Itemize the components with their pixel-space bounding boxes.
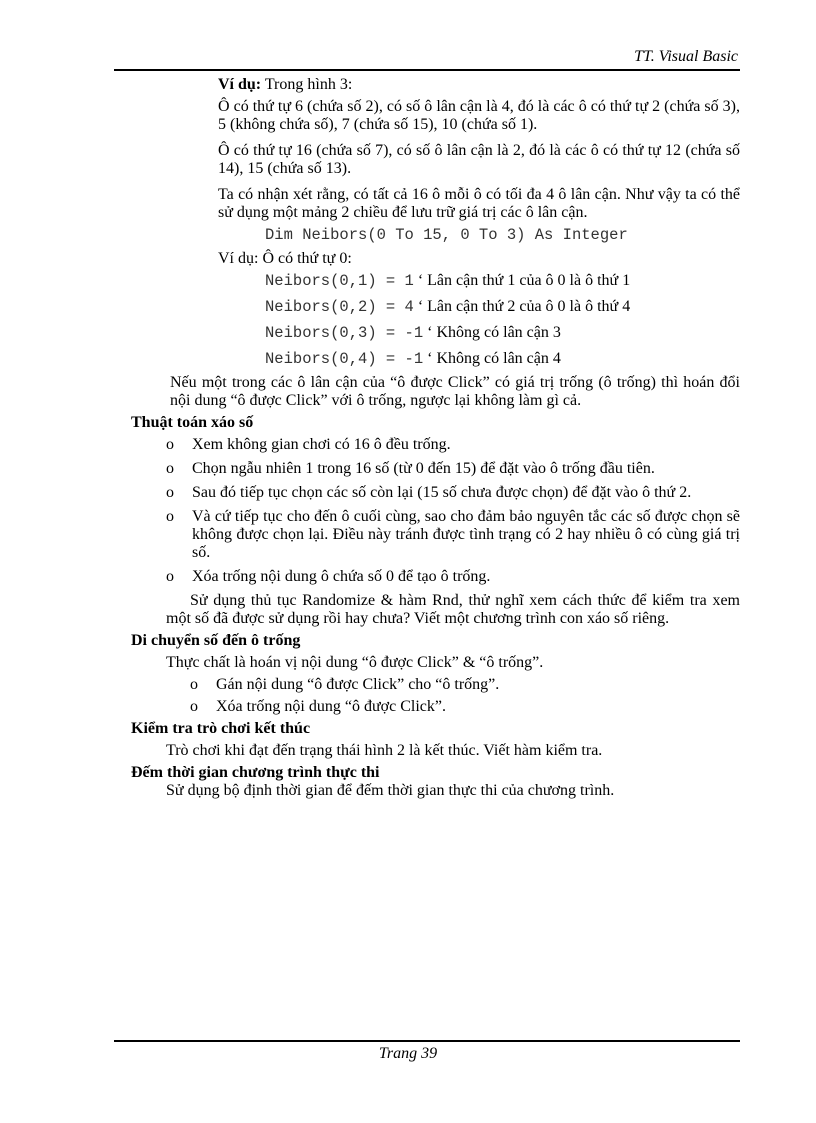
list-item [166,484,740,502]
example-label: Ví dụ: [218,76,262,93]
list-item [166,568,740,586]
example2-label: Ví dụ: Ô có thứ tự 0: [218,250,352,267]
footer-divider [114,1040,740,1042]
code-comment: ‘ Lân cận thứ 1 của ô 0 là ô thứ 1 [413,272,631,289]
example-paragraph-2: Ô có thứ tự 16 (chứa số 7), có số ô lân cận là 2, đó là các ô có thứ tự 12 (chứa số 14), 15 (chứa số 13). [218,142,740,177]
check-text: Trò chơi khi đạt đến trạng thái hình 2 là kết thúc. Viết hàm kiểm tra. [166,742,603,759]
move-heading: Di chuyển số đến ô trống [131,632,301,649]
bullet-icon: o [166,484,174,501]
list-item [166,508,740,562]
code-comment: ‘ Lân cận thứ 2 của ô 0 là ô thứ 4 [413,298,631,315]
code-line [265,268,745,294]
shuffle-note: Sử dụng thủ tục Randomize & hàm Rnd, thử nghĩ xem cách thức để kiểm tra xem một số đã được sử dụng rồi hay chưa? Viết một chương trình con xáo số riêng. [166,592,740,627]
move-text: Thực chất là hoán vị nội dung “ô được Click” & “ô trống”. [166,654,544,671]
example-paragraph-1: Ô có thứ tự 6 (chứa số 2), có số ô lân cận là 4, đó là các ô có thứ tự 2 (chứa số 3), 5 (không chứa số), 7 (chứa số 15), 10 (chứa số 1). [218,98,740,133]
bullet-icon: o [166,508,174,525]
list-item [166,436,740,454]
list-item [166,460,740,478]
code-statement: Neibors(0,3) = -1 [265,324,424,342]
list-item [190,676,740,694]
header-divider [114,69,740,71]
timer-text: Sử dụng bộ định thời gian để đếm thời gian thực thi của chương trình. [166,782,615,799]
code-line [265,294,745,320]
example-intro-text: Trong hình 3: [261,76,353,93]
list-item-text: Xóa trống nội dung ô chứa số 0 để tạo ô trống. [192,568,491,585]
example-intro [218,76,740,94]
dim-declaration [265,222,745,248]
code-statement: Neibors(0,2) = 4 [265,298,414,316]
page-content [0,76,816,804]
code-comment: ‘ Không có lân cận 3 [423,324,561,341]
bullet-icon: o [190,698,198,715]
bullet-icon: o [166,436,174,453]
code-line [265,346,745,372]
header-title: TT. Visual Basic [634,48,738,65]
bullet-icon: o [166,460,174,477]
list-item-text: Xóa trống nội dung “ô được Click”. [216,698,446,715]
page-number: Trang 39 [378,1045,438,1062]
dim-code: Dim Neibors(0 To 15, 0 To 3) As Integer [265,226,628,244]
list-item [190,698,740,716]
example-paragraph-3: Ta có nhận xét rằng, có tất cả 16 ô mỗi ô có tối đa 4 ô lân cận. Như vậy ta có thể sử dụng một mảng 2 chiều để lưu trữ giá trị các ô lân cận. [218,186,740,221]
list-item-text: Và cứ tiếp tục cho đến ô cuối cùng, sao cho đảm bảo nguyên tắc các số được chọn sẽ không được chọn lại. Điều này tránh được tình trạng có 2 hay nhiều ô có cùng giá trị số. [192,508,740,561]
check-heading: Kiểm tra trò chơi kết thúc [131,720,311,737]
bullet-icon: o [190,676,198,693]
list-item-text: Gán nội dung “ô được Click” cho “ô trống”. [216,676,500,693]
code-comment: ‘ Không có lân cận 4 [423,350,561,367]
list-item-text: Chọn ngẫu nhiên 1 trong 16 số (từ 0 đến 15) để đặt vào ô trống đầu tiên. [192,460,655,477]
code-statement: Neibors(0,1) = 1 [265,272,414,290]
code-line [265,320,745,346]
shuffle-heading: Thuật toán xáo số [131,414,254,431]
list-item-text: Sau đó tiếp tục chọn các số còn lại (15 số chưa được chọn) để đặt vào ô thứ 2. [192,484,692,501]
bullet-icon: o [166,568,174,585]
code-statement: Neibors(0,4) = -1 [265,350,424,368]
timer-heading: Đếm thời gian chương trình thực thi [131,764,380,781]
list-item-text: Xem không gian chơi có 16 ô đều trống. [192,436,451,453]
swap-paragraph: Nếu một trong các ô lân cận của “ô được Click” có giá trị trống (ô trống) thì hoán đổi nội dung “ô được Click” với ô trống, ngược lại không làm gì cả. [170,374,740,409]
